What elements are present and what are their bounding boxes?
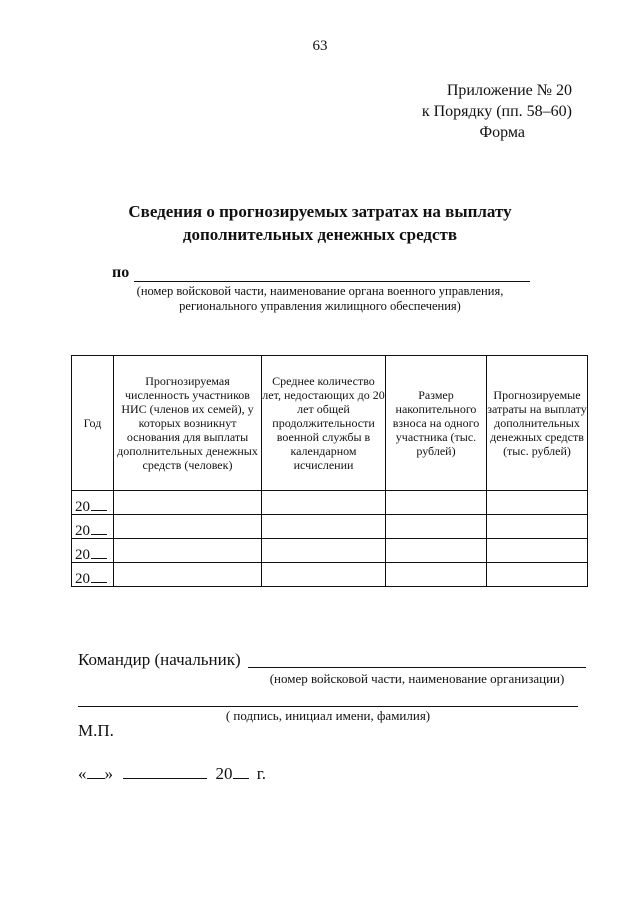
po-note-line-2: регионального управления жилищного обеспечения) [179,299,461,313]
signature-fill-line[interactable] [78,706,578,707]
year-blank [91,494,107,511]
header-forecast-costs: Прогнозируемые затраты на выплату дополнительных денежных средств (тыс. рублей) [487,356,588,491]
table-row [72,515,588,539]
table-header-row [72,356,588,491]
appendix-form-label: Форма [479,124,525,141]
table-row [72,563,588,587]
po-note [0,284,640,314]
year-blank [91,518,107,535]
table-cell[interactable] [114,515,262,539]
table-cell[interactable] [114,563,262,587]
document-title-line-1: Сведения о прогнозируемых затратах на выплату [128,202,512,221]
year-cell[interactable] [72,563,114,587]
po-label: по [112,264,130,281]
po-note-line-1: (номер войсковой части, наименование органа военного управления, [136,284,504,298]
po-fill-line[interactable] [134,281,530,282]
header-avg-years: Среднее количество лет, недостающих до 20 лет общей продолжительности военной службы в календарном исчислении [262,356,386,491]
table-cell[interactable] [386,515,487,539]
table-cell[interactable] [262,491,386,515]
year-blank [91,542,107,559]
table-cell[interactable] [262,515,386,539]
table-cell[interactable] [386,563,487,587]
stamp-place-label: М.П. [78,721,114,740]
table-row [72,491,588,515]
year-cell[interactable] [72,539,114,563]
header-contribution-size: Размер накопительного взноса на одного участника (тыс. рублей) [386,356,487,491]
table-cell[interactable] [114,491,262,515]
document-title [0,200,640,246]
date-month-blank[interactable] [123,762,207,779]
document-title-line-2: дополнительных денежных средств [182,225,458,244]
commander-note: (номер войсковой части, наименование организации) [269,671,565,686]
appendix-reference: к Порядку (пп. 58–60) [421,103,572,120]
date-day-blank[interactable] [87,762,105,779]
date-year-prefix: 20 [215,764,233,783]
table-cell[interactable] [386,491,487,515]
year-prefix: 20 [75,547,90,563]
year-blank [91,566,107,583]
year-prefix: 20 [75,499,90,515]
header-forecast-count: Прогнозируемая численность участников НИС (членов их семей), у которых возникнут основания для выплаты дополнительных денежных средств (человек) [114,356,262,491]
commander-label: Командир (начальник) [78,650,241,669]
table-cell[interactable] [262,563,386,587]
forecast-table [71,355,588,587]
table-cell[interactable] [262,539,386,563]
year-prefix: 20 [75,571,90,587]
year-cell[interactable] [72,515,114,539]
page-number: 63 [312,38,328,54]
table-cell[interactable] [487,563,588,587]
date-line [78,762,266,784]
commander-fill-line[interactable] [248,667,586,668]
table-cell[interactable] [386,539,487,563]
date-year-blank[interactable] [233,762,249,779]
appendix-title: Приложение № 20 [446,82,572,99]
table-cell[interactable] [487,491,588,515]
date-suffix: г. [256,764,267,783]
table-cell[interactable] [487,539,588,563]
date-close-quote: » [104,764,113,783]
table-row [72,539,588,563]
header-year: Год [72,356,114,491]
signature-note: ( подпись, инициал имени, фамилия) [225,708,431,723]
year-prefix: 20 [75,523,90,539]
year-cell[interactable] [72,491,114,515]
table-cell[interactable] [487,515,588,539]
table-cell[interactable] [114,539,262,563]
date-open-quote: « [78,764,87,783]
